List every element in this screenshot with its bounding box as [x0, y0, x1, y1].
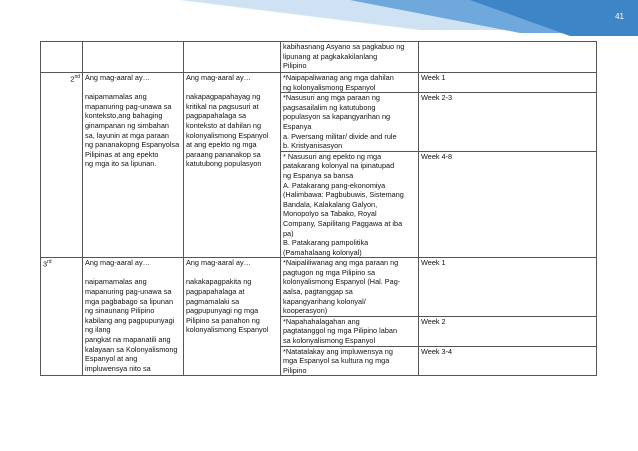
- table-row: [41, 42, 597, 73]
- week-cell: [419, 73, 597, 93]
- content-standard-cell: [83, 258, 184, 376]
- quarter-suffix: rd: [47, 259, 52, 266]
- competency-lead: Ang mag-aaral ay…: [85, 73, 150, 82]
- topic-cell: [281, 151, 419, 258]
- content-standard-cell: [83, 73, 184, 258]
- topic-text: *Nasusuri ang mga paraan ng pagsasailalim ng katutubong populasyon sa kapangyarihan ng Espanya a. Pwersang militar/ divide and rule b. Kristyanisasyon: [283, 93, 397, 151]
- page-number: 41: [615, 12, 624, 21]
- topic-cell: [281, 258, 419, 317]
- topic-text: *Natatalakay ang impluwensya ng mga Espanyol sa kultura ng mga Pilipino: [283, 346, 393, 375]
- quarter-suffix: nd: [74, 74, 80, 80]
- week-cell: [419, 258, 597, 317]
- week-cell: [419, 151, 597, 258]
- week-label: Week 2: [421, 316, 446, 326]
- standard-lead: Ang mag-aaral ay…: [186, 73, 251, 82]
- content-standard-cell: [83, 42, 184, 73]
- quarter-cell: [41, 258, 83, 376]
- quarter-number: 2: [70, 74, 75, 84]
- quarter-cell: [41, 73, 83, 258]
- competency-lead: Ang mag-aaral ay…: [85, 258, 150, 268]
- competency-body: naipamamalas ang mapanuring pag-unawa sa konteksto,ang bahaging ginampanan ng simbahan sa, layunin at mga paraan ng pananakopng Espanyolsa Pilipinas at ang epekto ng mga ito sa lipunan.: [85, 92, 180, 169]
- week-label: Week 2-3: [421, 93, 453, 103]
- week-label: Week 1: [421, 258, 446, 268]
- topic-text: *Naipapaliwanag ang mga dahilan ng kolonyalismong Espanyol: [283, 73, 394, 92]
- standard-lead: Ang mag-aaral ay…: [186, 258, 251, 268]
- week-cell: [419, 346, 597, 376]
- curriculum-table: [40, 41, 597, 376]
- quarter-cell: [41, 42, 83, 73]
- quarter-number: 3: [43, 259, 48, 269]
- performance-standard-cell: [184, 73, 281, 258]
- table-row: [41, 73, 597, 93]
- performance-standard-cell: [184, 42, 281, 73]
- topic-text: kabihasnang Asyano sa pagkabuo ng lipunang at pagkakakilanlang Pilipino: [283, 42, 405, 71]
- standard-body: nakapagpapahayag ng kritikal na pagsusuri at pagpapahalaga sa konteksto at dahilan ng kolonyalismong Espanyol at ang epekto ng mga paraang pananakop sa katutubong populasyon: [186, 92, 269, 169]
- topic-cell: [281, 346, 419, 376]
- competency-body: naipamamalas ang mapanuring pag-unawa sa mga pagbabago sa lipunan ng sinaunang Pilipino kabilang ang pagpupunyagi ng ilang pangkat na mapanatili ang kalayaan sa Kolonyalismong Espanyol at ang impluwensya nito sa: [85, 277, 178, 373]
- topic-cell: [281, 316, 419, 346]
- standard-body: nakakapagpakita ng pagpapahalaga at pagmamalaki sa pagpupunyagi ng mga Pilipino sa panahon ng kolonyalismong Espanyol: [186, 277, 269, 335]
- header-banner: [0, 0, 638, 36]
- week-cell: [419, 93, 597, 152]
- topic-cell: [281, 93, 419, 152]
- week-cell: [419, 42, 597, 73]
- performance-standard-cell: [184, 258, 281, 376]
- topic-text: *Naipaliliwanag ang mga paraan ng pagtugon ng mga Pilipino sa kolonyalismong Espanyol (Hal. Pag- aalsa, pagtanggap sa kapangyarihang kolonyal/ kooperasyon): [283, 258, 401, 316]
- week-cell: [419, 316, 597, 346]
- week-label: Week 1: [421, 73, 446, 82]
- week-label: Week 4-8: [421, 151, 453, 161]
- topic-text: * Nasusuri ang epekto ng mga patakarang kolonyal na ipinatupad ng Espanya sa bansa A. Patakarang pang-ekonomiya (Halimbawa: Pagbubuwis, Sistemang Bandala, Kalakalang Galyon, Monopolyo sa Tabako, Royal Company, Sapilitang Paggawa at iba pa) B. Patakarang pampolitika (Pamahalaang kolonyal): [283, 151, 404, 257]
- table-row: [41, 258, 597, 317]
- topic-cell: [281, 73, 419, 93]
- week-label: Week 3-4: [421, 346, 453, 356]
- topic-text: *Napahahalagahan ang pagtatanggol ng mga Pilipino laban sa kolonyalismong Espanyol: [283, 316, 397, 346]
- topic-cell: [281, 42, 419, 73]
